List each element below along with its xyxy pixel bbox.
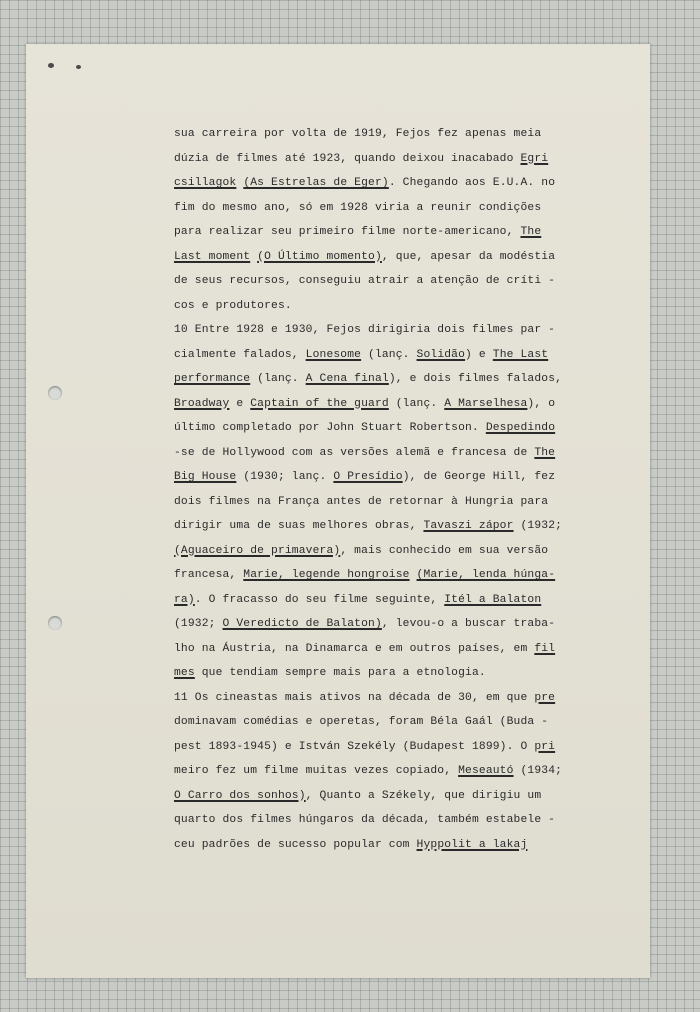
text-line: [174, 147, 604, 172]
underlined-title: The: [534, 446, 556, 459]
text-segment: ), de George Hill, fez: [402, 471, 556, 483]
text-segment: fim do mesmo ano, só em 1928 viria a reunir condições: [174, 201, 542, 214]
text-segment: 11 Os cineastas mais ativos na década de 30, em que: [174, 691, 535, 704]
underlined-title: Last moment: [174, 250, 251, 263]
underlined-title: (Marie, lenda húnga-: [416, 569, 556, 581]
text-segment: . O fracasso do seu filme seguinte,: [194, 593, 445, 606]
text-segment: ), e dois filmes falados,: [388, 373, 563, 385]
text-line: [174, 220, 604, 245]
text-segment: para realizar seu primeiro filme norte-americano,: [174, 226, 521, 238]
underlined-title: A Marselhesa: [444, 397, 528, 410]
text-line: [174, 637, 604, 662]
text-segment: cos e produtores.: [174, 299, 292, 312]
text-line: [174, 833, 604, 858]
text-line: [174, 196, 604, 221]
underlined-title: ra): [174, 593, 195, 606]
text-segment: , Quanto a Székely, que dirigiu um: [305, 789, 542, 802]
text-segment: (1934;: [513, 765, 563, 777]
text-segment: ), o: [527, 397, 556, 410]
underlined-title: (O Último momento): [257, 250, 382, 263]
text-segment: meiro fez um filme muitas vezes copiado,: [174, 765, 459, 777]
underlined-title: The Last: [492, 348, 549, 361]
underlined-title: O Carro dos sonhos): [174, 789, 306, 802]
text-segment: dirigir uma de suas melhores obras,: [174, 520, 424, 532]
text-segment: . Chegando aos E.U.A. no: [388, 177, 556, 189]
text-line: [174, 171, 604, 196]
underlined-title: O Veredicto de Balaton): [222, 618, 382, 630]
underlined-title: csillagok: [174, 177, 237, 189]
text-segment: dominavam comédias e operetas, foram Béla Gaál (Buda -: [174, 716, 549, 728]
text-line: [174, 686, 604, 711]
underlined-title: Despedindo: [485, 422, 556, 434]
text-segment: de seus recursos, conseguiu atrair a atenção de críti -: [174, 275, 556, 287]
text-segment: ) e: [465, 348, 493, 361]
underlined-title: performance: [174, 373, 251, 385]
text-line: [174, 539, 604, 564]
text-segment: (1930; lanç.: [236, 471, 334, 483]
text-segment: , que, apesar da modéstia: [381, 250, 556, 263]
text-segment: (lanç.: [250, 373, 306, 385]
text-line: [174, 735, 604, 760]
text-segment: (1932;: [174, 618, 223, 630]
text-line: [174, 441, 604, 466]
underlined-title: Marie, legende hongroise: [243, 569, 410, 581]
text-segment: ceu padrões de sucesso popular com: [174, 838, 417, 851]
ink-dot-mark: [48, 63, 54, 68]
underlined-title: (Aguaceiro de primavera): [174, 544, 341, 557]
text-segment: , levou-o a buscar traba-: [381, 618, 556, 630]
text-segment: [410, 569, 417, 581]
underlined-title: Solidão: [416, 348, 466, 361]
text-segment: sua carreira por volta de 1919, Fejos fez apenas meia: [174, 128, 542, 140]
underlined-title: A Cena final: [305, 373, 389, 385]
text-segment: francesa,: [174, 569, 244, 581]
punch-hole: [48, 386, 62, 400]
text-segment: pest 1893-1945) e István Szekély (Budapest 1899). O: [174, 740, 535, 753]
text-segment: dúzia de filmes até 1923, quando deixou inacabado: [174, 152, 521, 165]
text-segment: (lanç.: [361, 348, 417, 361]
text-line: [174, 661, 604, 686]
text-line: [174, 588, 604, 613]
underlined-title: (As Estrelas de Eger): [243, 177, 389, 189]
underlined-title: Hyppolit a lakaj: [416, 838, 528, 851]
text-line: [174, 343, 604, 368]
text-line: [174, 122, 604, 147]
text-line: [174, 563, 604, 588]
ink-dot-mark: [76, 65, 81, 69]
text-segment: quarto dos filmes húngaros da década, também estabele -: [174, 814, 556, 826]
underlined-title: Lonesome: [305, 348, 362, 361]
underlined-title: Egri: [520, 152, 549, 165]
text-segment: , mais conhecido em sua versão: [340, 544, 549, 557]
text-line: [174, 612, 604, 637]
text-line: [174, 392, 604, 417]
underlined-title: Tavaszi zápor: [423, 520, 514, 532]
text-line: [174, 318, 604, 343]
text-line: [174, 490, 604, 515]
text-segment: -se de Hollywood com as versões alemã e francesa de: [174, 446, 535, 459]
underlined-title: pre: [534, 691, 556, 704]
text-segment: (lanç.: [388, 397, 445, 410]
text-line: [174, 514, 604, 539]
underlined-title: The: [520, 226, 542, 238]
text-segment: que tendiam sempre mais para a etnologia.: [194, 667, 486, 679]
text-segment: lho na Áustria, na Dinamarca e em outros países, em: [174, 642, 535, 655]
underlined-title: Big House: [174, 471, 237, 483]
text-segment: cialmente falados,: [174, 348, 306, 361]
underlined-title: Captain of the guard: [250, 397, 389, 410]
underlined-title: pri: [534, 740, 556, 753]
document-body: [174, 122, 604, 857]
underlined-title: Broadway: [174, 397, 230, 410]
underlined-title: Itél a Balaton: [444, 593, 542, 606]
text-segment: dois filmes na França antes de retornar à Hungria para: [174, 495, 549, 508]
text-line: [174, 710, 604, 735]
text-line: [174, 367, 604, 392]
underlined-title: fil: [534, 642, 556, 655]
punch-hole: [48, 616, 62, 630]
text-segment: e: [229, 397, 251, 410]
text-line: [174, 784, 604, 809]
text-line: [174, 759, 604, 784]
text-line: [174, 416, 604, 441]
text-line: [174, 808, 604, 833]
underlined-title: mes: [174, 667, 195, 679]
text-line: [174, 245, 604, 270]
text-segment: último completado por John Stuart Robertson.: [174, 422, 486, 434]
text-line: [174, 269, 604, 294]
underlined-title: O Presídio: [333, 471, 403, 483]
underlined-title: Meseautó: [458, 765, 514, 777]
text-segment: 10 Entre 1928 e 1930, Fejos dirigiria dois filmes par -: [174, 324, 556, 336]
text-segment: (1932;: [513, 520, 563, 532]
text-line: [174, 465, 604, 490]
text-line: [174, 294, 604, 319]
